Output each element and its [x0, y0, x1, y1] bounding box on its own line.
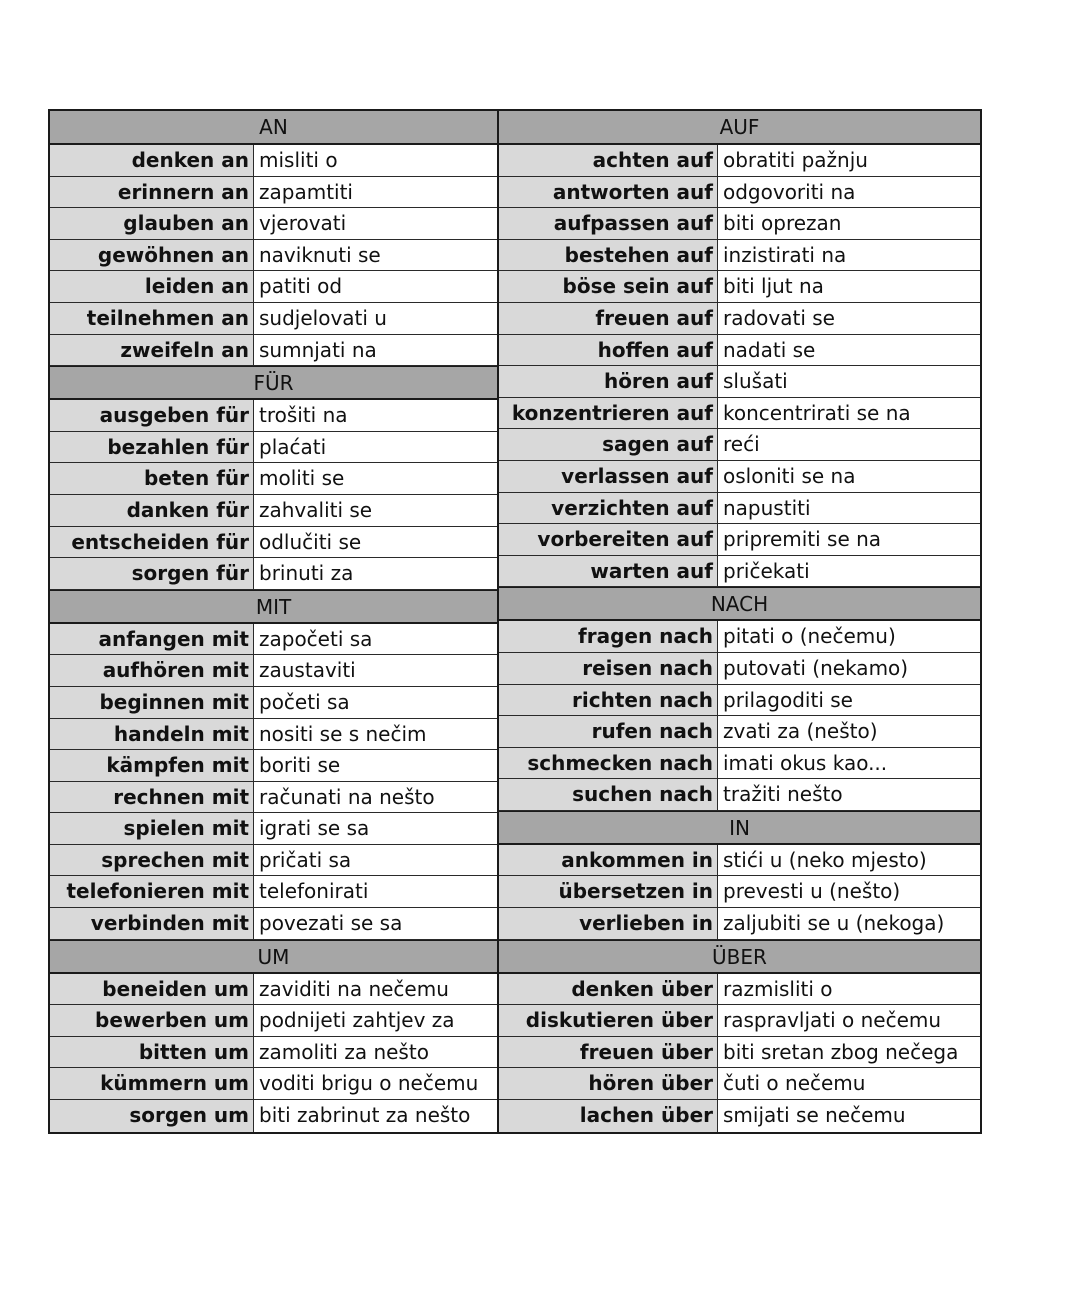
translation-cell: moliti se: [259, 466, 345, 491]
german-verb-cell: verlassen auf: [499, 461, 718, 492]
german-verb-cell: hören über: [499, 1068, 718, 1099]
table-row: [499, 303, 980, 335]
table-row: [499, 177, 980, 209]
translation-cell: slušati: [723, 369, 788, 394]
german-verb-cell: fragen nach: [499, 621, 718, 652]
section-header: UM: [50, 940, 497, 974]
translation-cell: inzistirati na: [723, 242, 847, 267]
section-header: NACH: [499, 587, 980, 621]
table-row: [499, 429, 980, 461]
translation-cell: misliti o: [259, 148, 338, 172]
table-row: [499, 908, 980, 940]
left-column: [50, 111, 499, 1132]
translation-cell: odlučiti se: [259, 529, 362, 554]
german-verb-cell: entscheiden für: [50, 527, 254, 558]
table-row: [50, 335, 497, 367]
table-row: [499, 876, 980, 908]
translation-cell: podnijeti zahtjev za: [259, 1008, 455, 1033]
translation-cell: razmisliti o: [723, 976, 833, 1001]
german-verb-cell: glauben an: [50, 208, 254, 239]
german-verb-cell: übersetzen in: [499, 876, 718, 907]
german-verb-cell: denken an: [50, 145, 254, 176]
translation-cell: pričekati: [723, 558, 810, 583]
translation-cell: računati na nešto: [259, 784, 435, 809]
translation-cell: putovati (nekamo): [723, 655, 909, 680]
translation-cell: biti oprezan: [723, 211, 842, 236]
table-row: [499, 1068, 980, 1100]
german-verb-cell: leiden an: [50, 271, 254, 302]
table-row: [499, 653, 980, 685]
german-verb-cell: antworten auf: [499, 177, 718, 208]
table-row: [499, 1037, 980, 1069]
table-row: [50, 782, 497, 814]
german-verb-cell: sagen auf: [499, 429, 718, 460]
table-row: [50, 813, 497, 845]
german-verb-cell: kümmern um: [50, 1068, 254, 1099]
german-verb-cell: beneiden um: [50, 974, 254, 1005]
table-row: [50, 1005, 497, 1037]
german-verb-cell: verzichten auf: [499, 493, 718, 524]
section-header: IN: [499, 811, 980, 845]
german-verb-cell: bitten um: [50, 1037, 254, 1068]
table-row: [50, 687, 497, 719]
translation-cell: naviknuti se: [259, 242, 381, 267]
translation-cell: telefonirati: [259, 879, 369, 904]
translation-cell: radovati se: [723, 305, 835, 330]
translation-cell: sudjelovati u: [259, 305, 387, 330]
table-row: [50, 558, 497, 590]
german-verb-cell: reisen nach: [499, 653, 718, 684]
german-verb-cell: telefonieren mit: [50, 876, 254, 907]
german-verb-cell: ausgeben für: [50, 400, 254, 431]
german-verb-cell: bewerben um: [50, 1005, 254, 1036]
german-verb-cell: hoffen auf: [499, 335, 718, 366]
table-row: [50, 145, 497, 177]
translation-cell: pripremiti se na: [723, 527, 882, 552]
table-row: [50, 624, 497, 656]
german-verb-cell: kämpfen mit: [50, 750, 254, 781]
table-row: [499, 556, 980, 588]
table-row: [50, 463, 497, 495]
translation-cell: pričati sa: [259, 847, 352, 872]
translation-cell: smijati se nečemu: [723, 1103, 906, 1128]
translation-cell: brinuti za: [259, 561, 354, 586]
german-verb-cell: achten auf: [499, 145, 718, 176]
table-row: [499, 779, 980, 811]
table-row: [499, 398, 980, 430]
translation-cell: osloniti se na: [723, 463, 856, 488]
table-row: [499, 493, 980, 525]
german-verb-cell: aufpassen auf: [499, 208, 718, 239]
table-row: [50, 208, 497, 240]
table-row: [50, 750, 497, 782]
german-verb-cell: richten nach: [499, 685, 718, 716]
translation-cell: sumnjati na: [259, 337, 377, 362]
table-row: [499, 524, 980, 556]
german-verb-cell: freuen auf: [499, 303, 718, 334]
table-row: [499, 1005, 980, 1037]
german-verb-cell: rufen nach: [499, 716, 718, 747]
german-verb-cell: denken über: [499, 974, 718, 1005]
section-header: ÜBER: [499, 940, 980, 974]
table-row: [499, 366, 980, 398]
translation-cell: povezati se sa: [259, 911, 403, 936]
translation-cell: zaviditi na nečemu: [259, 976, 449, 1001]
translation-cell: raspravljati o nečemu: [723, 1008, 942, 1033]
german-verb-cell: teilnehmen an: [50, 303, 254, 334]
table-row: [499, 845, 980, 877]
table-row: [499, 621, 980, 653]
translation-cell: čuti o nečemu: [723, 1071, 866, 1096]
translation-cell: zahvaliti se: [259, 497, 373, 522]
translation-cell: voditi brigu o nečemu: [259, 1071, 479, 1096]
german-verb-cell: danken für: [50, 495, 254, 526]
german-verb-cell: diskutieren über: [499, 1005, 718, 1036]
translation-cell: zaljubiti se u (nekoga): [723, 911, 945, 936]
section-header: FÜR: [50, 366, 497, 400]
table-row: [499, 1100, 980, 1132]
german-verb-cell: zweifeln an: [50, 335, 254, 366]
translation-cell: tražiti nešto: [723, 782, 843, 807]
table-row: [50, 974, 497, 1006]
table-row: [50, 271, 497, 303]
german-verb-cell: sorgen um: [50, 1100, 254, 1132]
table-row: [499, 685, 980, 717]
section-header: AN: [50, 111, 497, 145]
translation-cell: početi sa: [259, 689, 350, 714]
german-verb-cell: böse sein auf: [499, 271, 718, 302]
translation-cell: nositi se s nečim: [259, 721, 427, 746]
german-verb-cell: ankommen in: [499, 845, 718, 876]
table-row: [50, 655, 497, 687]
german-verb-cell: beten für: [50, 463, 254, 494]
section-header: AUF: [499, 111, 980, 145]
table-row: [499, 240, 980, 272]
translation-cell: stići u (neko mjesto): [723, 847, 927, 872]
german-verb-cell: gewöhnen an: [50, 240, 254, 271]
german-verb-cell: spielen mit: [50, 813, 254, 844]
german-verb-cell: anfangen mit: [50, 624, 254, 655]
translation-cell: zaustaviti: [259, 658, 356, 683]
translation-cell: vjerovati: [259, 211, 347, 236]
table-row: [50, 1100, 497, 1132]
german-verb-cell: suchen nach: [499, 779, 718, 810]
german-verb-cell: sorgen für: [50, 558, 254, 589]
table-row: [50, 495, 497, 527]
translation-cell: započeti sa: [259, 626, 373, 651]
translation-cell: zapamtiti: [259, 179, 353, 204]
german-verb-cell: erinnern an: [50, 177, 254, 208]
translation-cell: igrati se sa: [259, 816, 370, 841]
translation-cell: napustiti: [723, 495, 811, 520]
table-row: [499, 145, 980, 177]
translation-cell: boriti se: [259, 753, 341, 778]
german-verb-cell: hören auf: [499, 366, 718, 397]
table-row: [50, 845, 497, 877]
german-verb-cell: beginnen mit: [50, 687, 254, 718]
translation-cell: pitati o (nečemu): [723, 624, 896, 649]
right-column: [499, 111, 980, 1132]
table-row: [499, 208, 980, 240]
translation-cell: plaćati: [259, 434, 327, 459]
translation-cell: nadati se: [723, 337, 816, 362]
translation-cell: prevesti u (nešto): [723, 879, 901, 904]
german-verb-cell: handeln mit: [50, 719, 254, 750]
german-verb-cell: verlieben in: [499, 908, 718, 939]
translation-cell: biti sretan zbog nečega: [723, 1039, 959, 1064]
german-verb-cell: schmecken nach: [499, 748, 718, 779]
table-row: [50, 240, 497, 272]
table-row: [50, 1037, 497, 1069]
german-verb-cell: bezahlen für: [50, 432, 254, 463]
table-row: [499, 716, 980, 748]
section-header: MIT: [50, 590, 497, 624]
verb-preposition-table: [48, 109, 982, 1134]
translation-cell: patiti od: [259, 274, 343, 299]
table-row: [499, 335, 980, 367]
german-verb-cell: rechnen mit: [50, 782, 254, 813]
german-verb-cell: konzentrieren auf: [499, 398, 718, 429]
german-verb-cell: aufhören mit: [50, 655, 254, 686]
table-row: [499, 974, 980, 1006]
translation-cell: odgovoriti na: [723, 179, 856, 204]
german-verb-cell: lachen über: [499, 1100, 718, 1132]
translation-cell: trošiti na: [259, 403, 348, 428]
table-row: [50, 876, 497, 908]
translation-cell: biti zabrinut za nešto: [259, 1103, 471, 1128]
table-row: [499, 461, 980, 493]
translation-cell: zvati za (nešto): [723, 719, 878, 744]
german-verb-cell: sprechen mit: [50, 845, 254, 876]
translation-cell: obratiti pažnju: [723, 148, 868, 172]
table-row: [50, 1068, 497, 1100]
table-row: [50, 527, 497, 559]
table-row: [50, 303, 497, 335]
table-row: [499, 748, 980, 780]
translation-cell: imati okus kao...: [723, 750, 888, 775]
table-row: [50, 719, 497, 751]
translation-cell: reći: [723, 432, 760, 457]
translation-cell: koncentrirati se na: [723, 400, 911, 425]
german-verb-cell: freuen über: [499, 1037, 718, 1068]
german-verb-cell: bestehen auf: [499, 240, 718, 271]
german-verb-cell: vorbereiten auf: [499, 524, 718, 555]
table-row: [50, 177, 497, 209]
table-row: [499, 271, 980, 303]
translation-cell: biti ljut na: [723, 274, 824, 299]
table-row: [50, 400, 497, 432]
table-row: [50, 432, 497, 464]
translation-cell: prilagoditi se: [723, 687, 853, 712]
german-verb-cell: verbinden mit: [50, 908, 254, 939]
table-row: [50, 908, 497, 940]
translation-cell: zamoliti za nešto: [259, 1039, 429, 1064]
german-verb-cell: warten auf: [499, 556, 718, 587]
